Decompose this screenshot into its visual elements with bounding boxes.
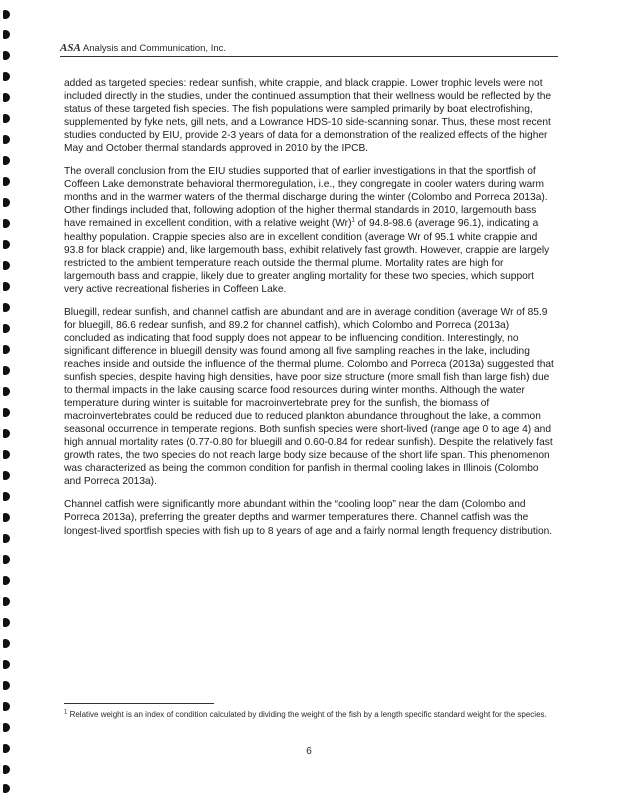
binding-hole bbox=[3, 429, 10, 438]
company-logo: ASA bbox=[60, 42, 81, 54]
binding-hole bbox=[3, 576, 10, 585]
binding-hole bbox=[3, 618, 10, 627]
binding-hole bbox=[3, 261, 10, 270]
binding-hole bbox=[3, 471, 10, 480]
header-divider bbox=[60, 56, 558, 57]
binding-hole bbox=[3, 534, 10, 543]
binding-hole bbox=[3, 639, 10, 648]
binding-hole bbox=[3, 681, 10, 690]
binding-hole bbox=[3, 492, 10, 501]
binding-hole bbox=[3, 366, 10, 375]
paragraph-text: The overall conclusion from the EIU studies supported that of earlier investigations in that the sportfish of Coffeen Lake demonstrate behavioral thermoregulation, i.e., they congregate in cooler waters during warm months and in the warmer waters of the thermal discharge during the winter (Colombo and Porreca 2013a). Other findings included that, following adoption of the higher thermal standards in 2010, largemouth bass have remained in excellent condition, with a relative weight (Wr) bbox=[64, 166, 548, 230]
binding-hole bbox=[3, 114, 10, 123]
binding-hole bbox=[3, 387, 10, 396]
binding-hole bbox=[3, 72, 10, 81]
binding-hole bbox=[3, 303, 10, 312]
page-number: 6 bbox=[306, 746, 312, 757]
binding-hole bbox=[3, 30, 10, 39]
footnote-reference: 1 bbox=[351, 218, 355, 225]
document-body bbox=[64, 77, 556, 548]
body-paragraph: Bluegill, redear sunfish, and channel catfish are abundant and are in average condition (average Wr of 85.9 for bluegill, 86.6 redear sunfish, and 89.2 for channel catfish), which Colombo and Porreca (2013a) concluded as indicating that food supply does not appear to be influencing condition. Interestingly, no significant difference in bluegill density was found among all five sampling reaches in the lake, including reaches inside and outside the influence of the thermal plume. Colombo and Porreca (2013a) suggested that sunfish species, despite having high densities, have poor size structure (more small fish than large fish) due to thermal impacts in the lake causing scarce food resources during winter months. Although the water temperature during winter is suitable for macroinvertebrate prey for the sunfish, the biomass of macroinvertebrates could be reduced due to reduced plankton abundance throughout the lake, a common seasonal occurrence in temperate regions. Both sunfish species were short-lived (range age 0 to age 4) and high annual mortality rates (0.77-0.80 for bluegill and 0.60-0.84 for redear sunfish). Despite the relatively fast growth rates, the two species do not reach large body size because of the short life span. This phenomenon was characterized as being the common condition for panfish in thermal cooling lakes in Illinois (Colombo and Porreca 2013a). bbox=[64, 306, 554, 488]
binding-hole bbox=[3, 282, 10, 291]
binding-hole bbox=[3, 324, 10, 333]
footnote-divider bbox=[64, 703, 214, 704]
page-header bbox=[60, 42, 558, 56]
binding-hole bbox=[3, 513, 10, 522]
binding-hole bbox=[3, 408, 10, 417]
binding-hole bbox=[3, 51, 10, 60]
binding-hole bbox=[3, 597, 10, 606]
binding-hole bbox=[3, 723, 10, 732]
binding-hole bbox=[3, 10, 10, 19]
binding-hole bbox=[3, 156, 10, 165]
binding-hole bbox=[3, 135, 10, 144]
binding-hole bbox=[3, 177, 10, 186]
body-paragraph bbox=[64, 165, 556, 295]
binding-hole bbox=[3, 765, 10, 774]
body-paragraph: Channel catfish were significantly more abundant within the “cooling loop” near the dam (Colombo and Porreca 2013a), preferring the greater depths and warmer temperatures there. Channel catfish was the longest-lived sportfish species with fish up to 8 years of age and a fairly normal length frequency distribution. bbox=[64, 499, 553, 537]
binding-hole bbox=[3, 345, 10, 354]
footnote-text: Relative weight is an index of condition calculated by dividing the weight of the fish by a length specific standard weight for the species. bbox=[67, 710, 547, 719]
binding-hole bbox=[3, 450, 10, 459]
body-paragraph: added as targeted species: redear sunfish, white crappie, and black crappie. Lower trophic levels were not included directly in the studies, under the continued assumption that their wellness would be reflected by the status of these targeted fish species. The fish populations were sampled primarily by boat electrofishing, supplemented by fyke nets, gill nets, and a Lowrance HDS-10 side-scanning sonar. Thus, these most recent studies conducted by EIU, provide 2-3 years of data for a demonstration of the realized effects of the higher May and October thermal standards approved in 2010 by the IPCB. bbox=[64, 78, 552, 155]
binding-holes bbox=[0, 8, 16, 798]
binding-hole bbox=[3, 784, 10, 793]
binding-hole bbox=[3, 93, 10, 102]
binding-hole bbox=[3, 660, 10, 669]
binding-hole bbox=[3, 198, 10, 207]
binding-hole bbox=[3, 240, 10, 249]
footnote-marker: 1 bbox=[64, 709, 68, 716]
binding-hole bbox=[3, 219, 10, 228]
paragraph-text: of 94.8-98.6 (average 96.1), indicating a healthy population. Crappie species also are in excellent condition (average Wr of 95.1 white crappie and 93.8 for black crappie) and, like largemouth bass, exhibit relatively fast growth. However, crappie are largely restricted to the ambient temperature reach outside the thermal plume. Mortality rates are high for largemouth bass and crappie, likely due to greater angling mortality for these two species, which support very active recreational fisheries in Coffeen Lake. bbox=[64, 218, 550, 295]
binding-hole bbox=[3, 555, 10, 564]
binding-hole bbox=[3, 702, 10, 711]
footnote bbox=[64, 709, 556, 720]
company-name: Analysis and Communication, Inc. bbox=[82, 43, 227, 54]
